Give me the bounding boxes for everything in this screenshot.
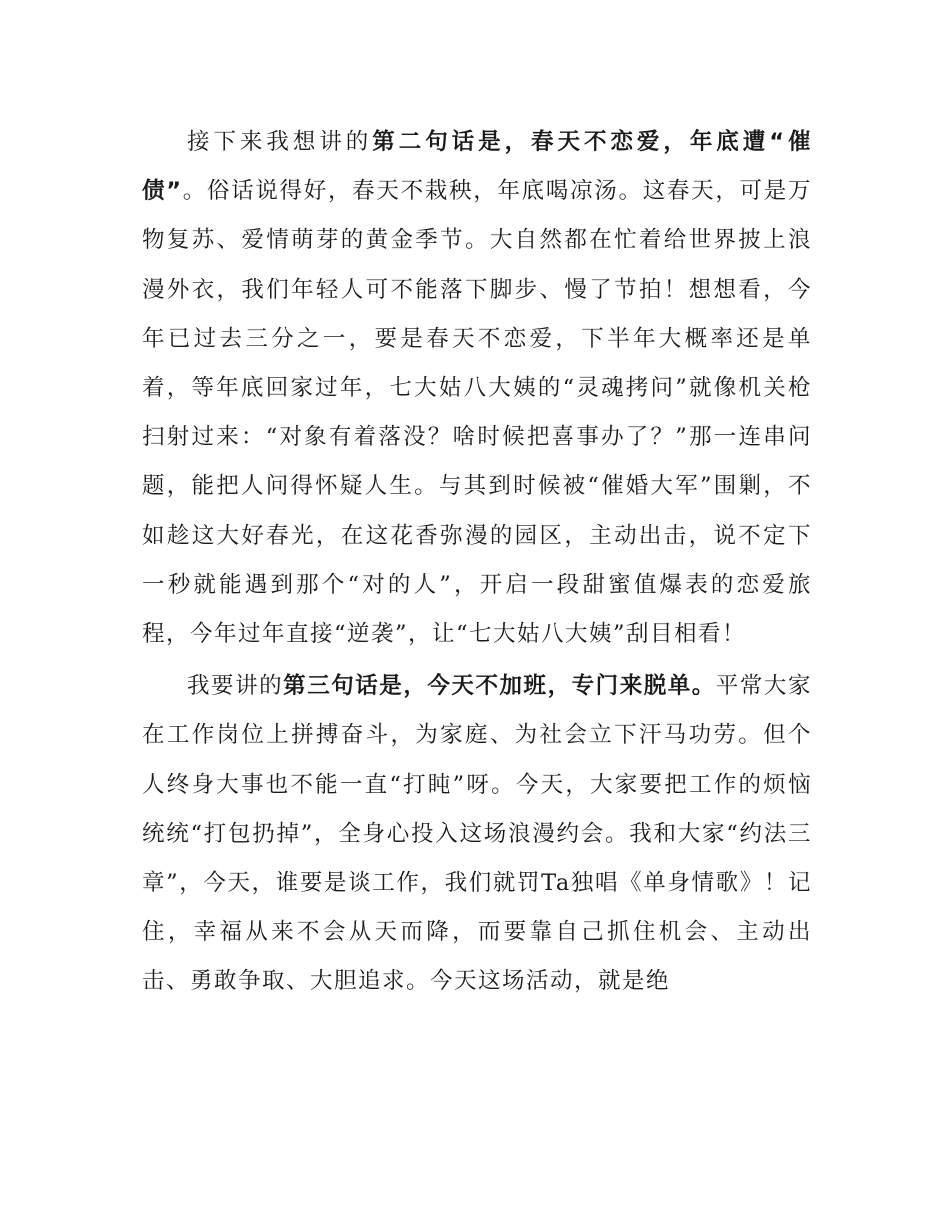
paragraph-third-sentence [142, 662, 812, 1006]
paragraph-body-text: 平常大家在工作岗位上拼搏奋斗，为家庭、为社会立下汗马功劳。但个人终身大事也不能一直“打盹”呀。今天，大家要把工作的烦恼统统“打包扔掉”，全身心投入这场浪漫约会。我和大家“约法三章”，今天，谁要是谈工作，我们就罚Ta独唱《单身情歌》！记住，幸福从来不会从天而降，而要靠自己抓住机会、主动出击、勇敢争取、大胆追求。今天这场活动，就是绝 [142, 673, 812, 995]
document-page [142, 118, 812, 1007]
paragraph-body-text: 。俗话说得好，春天不栽秧，年底喝凉汤。这春天，可是万物复苏、爱情萌芽的黄金季节。大自然都在忙着给世界披上浪漫外衣，我们年轻人可不能落下脚步、慢了节拍！想想看，今年已过去三分之一，要是春天不恋爱，下半年大概率还是单着，等年底回家过年，七大姑八大姨的“灵魂拷问”就像机关枪扫射过来：“对象有着落没？啥时候把喜事办了？”那一连串问题，能把人问得怀疑人生。与其到时候被“催婚大军”围剿，不如趁这大好春光，在这花香弥漫的园区，主动出击，说不定下一秒就能遇到那个“对的人”，开启一段甜蜜值爆表的恋爱旅程，今年过年直接“逆袭”，让“七大姑八大姨”刮目相看！ [142, 178, 812, 648]
paragraph-bold-heading: 第二句话是，春天不恋爱，年底遭“催债” [142, 129, 812, 205]
paragraph-second-sentence [142, 118, 812, 659]
paragraph-bold-heading: 第三句话是，今天不加班，专门来脱单。 [283, 673, 716, 700]
paragraph-lead-text: 我要讲的 [187, 673, 284, 700]
paragraph-lead-text: 接下来我想讲的 [187, 129, 373, 155]
